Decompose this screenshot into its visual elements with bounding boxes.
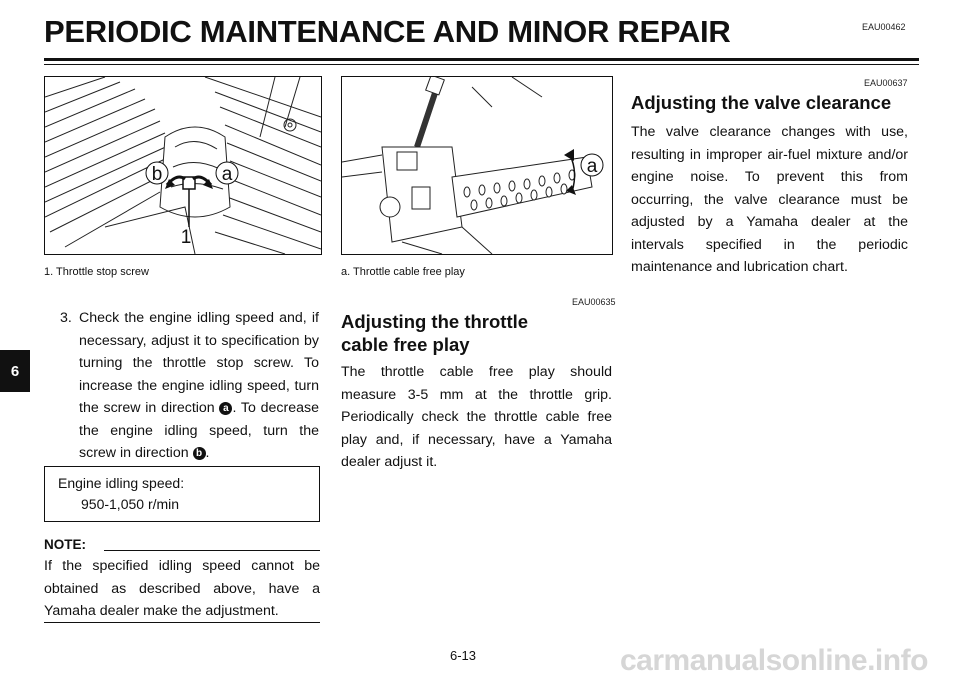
middle-figure-caption: a. Throttle cable free play xyxy=(341,266,465,278)
page-number: 6-13 xyxy=(450,648,477,663)
section-tab: 6 xyxy=(0,350,30,392)
handlebar-illustration xyxy=(342,77,612,254)
note-text: If the specified idling speed cannot be obtained as described above, have a Yamaha dealer make the adjustment. xyxy=(44,558,320,619)
callout-1: 1 xyxy=(180,227,192,248)
throttle-section-code: EAU00635 xyxy=(572,297,616,307)
watermark: carmanualsonline.info xyxy=(620,644,928,677)
callout-a: a xyxy=(221,164,233,185)
throttle-cable-figure xyxy=(341,76,613,255)
valve-heading: Adjusting the valve clearance xyxy=(631,92,892,113)
note-bottom-rule xyxy=(44,622,320,623)
throttle-body: The throttle cable free play should measure 3-5 mm at the throttle grip. Periodically check the throttle cable free play and, if necessary, have a Yamaha dealer adjust it. xyxy=(341,364,612,470)
page-title: PERIODIC MAINTENANCE AND MINOR REPAIR xyxy=(44,14,731,49)
step-number: 3. xyxy=(60,310,72,326)
direction-b-marker: b xyxy=(193,447,206,460)
valve-section-code: EAU00637 xyxy=(864,78,908,88)
note-rule xyxy=(104,550,320,551)
throttle-heading-line1: Adjusting the throttle xyxy=(341,311,529,332)
throttle-heading-line2: cable free play xyxy=(341,334,470,355)
left-figure-caption: 1. Throttle stop screw xyxy=(44,266,149,278)
step-text-c: . xyxy=(205,445,210,461)
note-label: NOTE: xyxy=(44,537,86,552)
callout-a-throttle: a xyxy=(586,156,598,177)
valve-body: The valve clearance changes with use, resulting in improper air-fuel mixture and/or engine noise. To prevent this from occurring, the valve clearance must be adjusted by a Yamaha dealer at the intervals specified in the periodic maintenance and lubrication chart. xyxy=(631,124,908,275)
spec-label: Engine idling speed: xyxy=(58,475,185,491)
direction-a-marker: a xyxy=(219,402,232,415)
step-3 xyxy=(60,307,320,461)
idling-speed-spec-box xyxy=(44,466,320,522)
engine-illustration xyxy=(45,77,321,254)
step-text xyxy=(79,307,319,465)
step-text-b: . To decrease the engine idling speed, turn the screw in direction xyxy=(79,400,319,461)
header-rule-thin xyxy=(44,64,919,65)
spec-value: 950-1,050 r/min xyxy=(81,496,180,512)
throttle-stop-screw-figure xyxy=(44,76,322,255)
callout-b: b xyxy=(151,164,163,185)
header-code: EAU00462 xyxy=(862,22,906,32)
step-text-a: Check the engine idling speed and, if necessary, adjust it to specification by turning the throttle stop screw. To increase the engine idling speed, turn the screw in direction xyxy=(79,310,319,416)
header-rule xyxy=(44,58,919,61)
